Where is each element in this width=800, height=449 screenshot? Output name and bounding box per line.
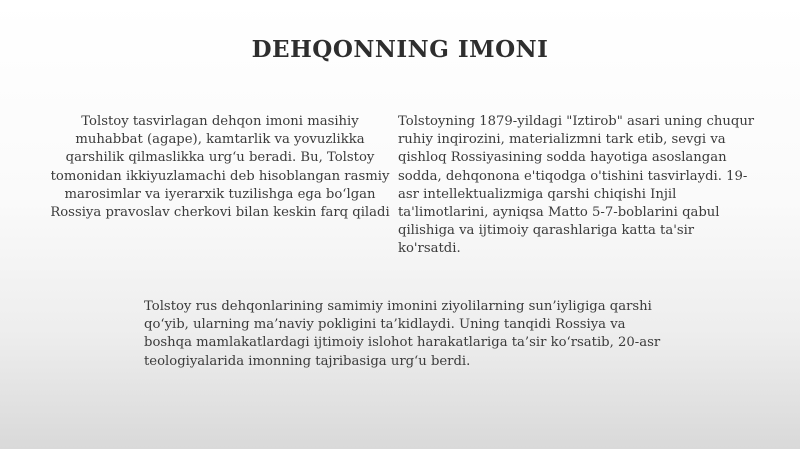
right-text-block: Tolstoyning 1879-yildagi "Iztirob" asari uning chuqur ruhiy inqirozini, materializmni tark etib, sevgi va qishloq Rossiyasining sodda hayotiga asoslangan sodda, dehqonona e'tiqodga o'tishini tasvirlaydi. 19-asr intellektualizmiga qarshi chiqishi Injil ta'limotlarini, ayniqsa Matto 5-7-boblarini qabul qilishiga va ijtimoiy qarashlariga katta ta'sir ko'rsatdi. <box>398 114 755 257</box>
left-text-block: Tolstoy tasvirlagan dehqon imoni masihiy muhabbat (agape), kamtarlik va yovuzlikka qarshilik qilmaslikka urg‘u beradi. Bu, Tolstoy tomonidan ikkiyuzlamachi deb hisoblangan rasmiy marosimlar va iyerarxik tuzilishga ega bo‘lgan Rossiya pravoslav cherkovi bilan keskin farq qiladi <box>50 114 390 221</box>
slide-title: DEHQONNING IMONI <box>251 36 549 63</box>
bottom-text-block: Tolstoy rus dehqonlarining samimiy imonini ziyolilarning sun’iyligiga qarshi qo‘yib, ularning ma’naviy pokligini ta’kidlaydi. Uning tanqidi Rossiya va boshqa mamlakatlardagi ijtimoiy islohot harakatlariga ta’sir ko‘rsatib, 20-asr teologiyalarida imonning tajribasiga urg‘u berdi. <box>144 299 661 369</box>
